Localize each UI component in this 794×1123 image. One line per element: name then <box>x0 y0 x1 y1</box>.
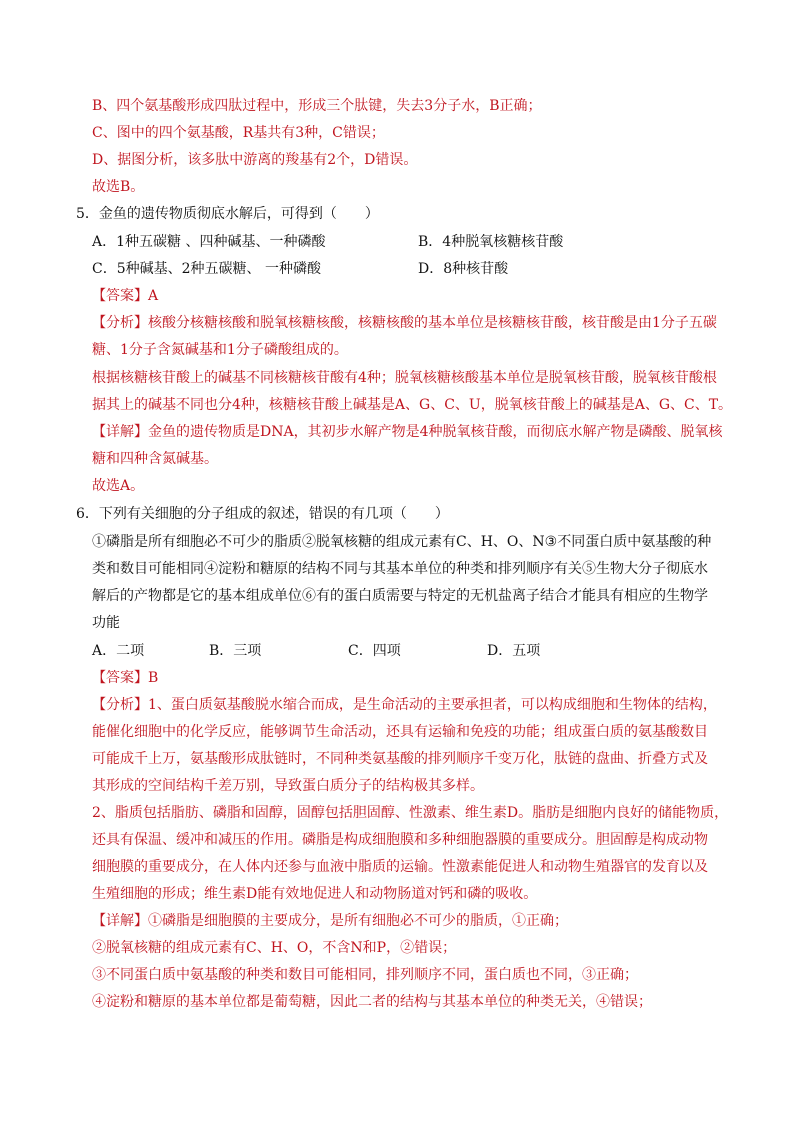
q5-answer-line <box>92 286 158 306</box>
q6-body-line-1: ①磷脂是所有细胞必不可少的脂质②脱氧核糖的组成元素有C、H、O、N③不同蛋白质中氨基酸的种 <box>92 534 712 550</box>
explanation-line-d: D、据图分析，该多肽中游离的羧基有2个，D错误。 <box>92 152 418 168</box>
q5-analysis-line-3: 根据核糖核苷酸上的碱基不同核糖核苷酸有4种；脱氧核糖核酸基本单位是脱氧核苷酸，脱氧核苷酸根 <box>92 370 717 386</box>
q6-detail-line-2: ②脱氧核糖的组成元素有C、H、O，不含N和P，②错误； <box>92 940 457 956</box>
q6-detail-line-3: ③不同蛋白质中氨基酸的种类和数目可能相同，排列顺序不同，蛋白质也不同，③正确； <box>92 967 638 983</box>
q6-body-line-4: 功能 <box>92 615 120 631</box>
q5-detail-line-2: 糖和四种含氮碱基。 <box>92 451 218 467</box>
q5-option-d: D．8种核苷酸 <box>418 261 509 277</box>
q5-detail-line-1 <box>92 422 723 442</box>
q6-analysis-line-3: 可能成千上万，氨基酸形成肽链时，不同种类氨基酸的排列顺序千变万化，肽链的盘曲、折叠方式及 <box>92 751 708 767</box>
answer-value: B <box>148 670 159 686</box>
q6-analysis-line-8: 生殖细胞的形成；维生素D能有效地促进人和动物肠道对钙和磷的吸收。 <box>92 886 538 902</box>
q6-detail-line-4: ④淀粉和糖原的基本单位都是葡萄糖，因此二者的结构与其基本单位的种类无关，④错误； <box>92 994 652 1010</box>
q6-answer-line <box>92 668 158 688</box>
analysis-text: 核酸分核糖核酸和脱氧核糖核酸，核糖核酸的基本单位是核糖核苷酸，核苷酸是由1分子五碳 <box>148 315 717 331</box>
q5-analysis-line-2: 糖、1分子含氮碱基和1分子磷酸组成的。 <box>92 342 348 358</box>
detail-tag: 【详解】 <box>92 913 148 929</box>
q6-analysis-line-7: 细胞膜的重要成分，在人体内还参与血液中脂质的运输。性激素能促进人和动物生殖器官的发育以及 <box>92 859 708 875</box>
detail-tag: 【详解】 <box>92 424 148 440</box>
q6-body-line-3: 解后的产物都是它的基本组成单位⑥有的蛋白质需要与特定的无机盐离子结合才能具有相应的生物学 <box>92 588 708 604</box>
detail-text: 金鱼的遗传物质是DNA，其初步水解产物是4种脱氧核苷酸，而彻底水解产物是磷酸、脱氧核 <box>148 424 723 440</box>
answer-tag: 【答案】 <box>92 670 148 686</box>
explanation-line-b: B、四个氨基酸形成四肽过程中，形成三个肽键，失去3分子水，B正确； <box>92 98 542 114</box>
q5-choose-line: 故选A。 <box>92 478 145 494</box>
answer-value: A <box>148 288 159 304</box>
q5-option-b: B．4种脱氧核糖核苷酸 <box>418 234 564 250</box>
detail-text: ①磷脂是细胞膜的主要成分，是所有细胞必不可少的脂质，①正确； <box>148 913 568 929</box>
q6-analysis-line-2: 能催化细胞中的化学反应，能够调节生命活动，还具有运输和免疫的功能；组成蛋白质的氨基酸数目 <box>92 724 708 740</box>
analysis-text: 1、蛋白质氨基酸脱水缩合而成，是生命活动的主要承担者，可以构成细胞和生物体的结构， <box>148 697 717 713</box>
q6-analysis-line-1 <box>92 695 717 715</box>
q5-analysis-line-1 <box>92 313 717 333</box>
analysis-tag: 【分析】 <box>92 697 148 713</box>
q5-option-c: C．5种碱基、2种五碳糖、 一种磷酸 <box>92 261 321 277</box>
q6-option-a: A．二项 <box>92 643 145 659</box>
answer-tag: 【答案】 <box>92 288 148 304</box>
q6-option-c: C．四项 <box>348 643 401 659</box>
q6-option-d: D．五项 <box>487 643 541 659</box>
q5-option-a: A．1种五碳糖 、四种碱基、一种磷酸 <box>92 234 326 250</box>
q6-analysis-line-4: 其形成的空间结构千差万别，导致蛋白质分子的结构极其多样。 <box>92 778 484 794</box>
explanation-line-c: C、图中的四个氨基酸，R基共有3种，C错误； <box>92 125 385 141</box>
q6-detail-line-1 <box>92 911 568 931</box>
analysis-tag: 【分析】 <box>92 315 148 331</box>
question-6-stem: 6．下列有关细胞的分子组成的叙述，错误的有几项（ ） <box>76 506 449 522</box>
q6-analysis-line-5: 2、脂质包括脂肪、磷脂和固醇，固醇包括胆固醇、性激素、维生素D。脂肪是细胞内良好的储能物质， <box>92 805 729 821</box>
q6-analysis-line-6: 还具有保温、缓冲和减压的作用。磷脂是构成细胞膜和多种细胞器膜的重要成分。胆固醇是构成动物 <box>92 832 708 848</box>
question-5-stem: 5．金鱼的遗传物质彻底水解后，可得到（ ） <box>76 206 379 222</box>
choose-line: 故选B。 <box>92 179 145 195</box>
q6-option-b: B．三项 <box>209 643 262 659</box>
q6-body-line-2: 类和数目可能相同④淀粉和糖原的结构不同与其基本单位的种类和排列顺序有关⑤生物大分子彻底水 <box>92 561 708 577</box>
q5-analysis-line-4: 据其上的碱基不同也分4种，核糖核苷酸上碱基是A、G、C、U，脱氧核苷酸上的碱基是A、G、C、T。 <box>92 397 733 413</box>
